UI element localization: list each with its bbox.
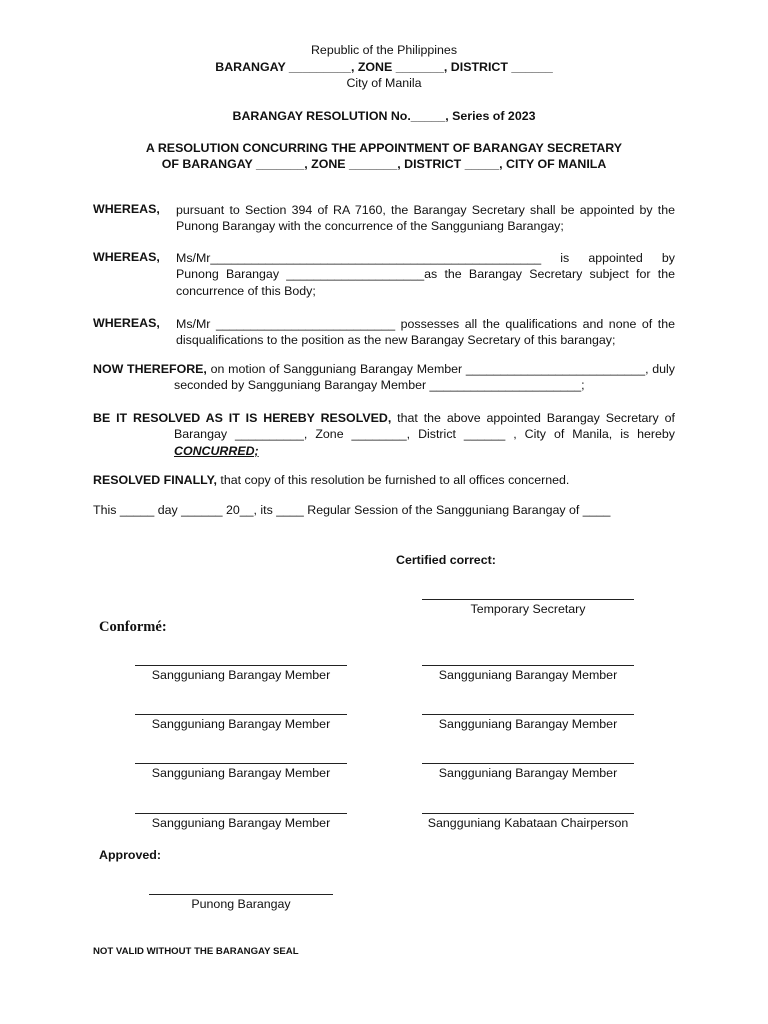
whereas-2-line-1: Ms/Mr________________________________________________ is appointed by [176, 251, 675, 265]
punong-barangay-signature-line [149, 894, 333, 895]
signature-line [422, 763, 634, 764]
whereas-2-line-3: concurrence of this Body; [176, 283, 316, 298]
be-it-resolved-paragraph [93, 410, 675, 459]
secretary-signature-line [422, 599, 634, 600]
certified-correct-label: Certified correct: [396, 553, 496, 567]
whereas-2-line-2: Punong Barangay ____________________as the Barangay Secretary subject for the [176, 267, 675, 282]
now-therefore-label: NOW THEREFORE, [93, 362, 207, 376]
signatory-label: Sangguniang Kabataan Chairperson [427, 816, 629, 830]
signatory-label: Sangguniang Barangay Member [151, 668, 331, 682]
signature-line [422, 714, 634, 715]
barangay-zone-district-line: BARANGAY _________, ZONE _______, DISTRICT ______ [215, 60, 553, 74]
signatory-label: Sangguniang Barangay Member [151, 766, 331, 780]
whereas-3-line-2: disqualifications to the position as the new Barangay Secretary of this barangay; [176, 333, 616, 348]
whereas-1-label: WHEREAS, [93, 202, 160, 216]
whereas-2-label: WHEREAS, [93, 250, 160, 264]
whereas-3-text [176, 316, 675, 349]
republic-line: Republic of the Philippines [310, 43, 458, 57]
temporary-secretary-label: Temporary Secretary [470, 602, 586, 616]
be-it-resolved-line-1 [93, 410, 675, 426]
signature-line [422, 813, 634, 814]
concurred-word: CONCURRED; [174, 443, 259, 458]
be-it-resolved-line-2: Barangay __________, Zone ________, District ______ , City of Manila, is hereby [174, 427, 675, 442]
city-line: City of Manila [346, 76, 422, 90]
signatory-label: Sangguniang Barangay Member [438, 668, 618, 682]
resolved-finally-text: that copy of this resolution be furnished to all offices concerned. [220, 473, 570, 487]
whereas-1-line-2: Punong Barangay with the concurrence of the Sangguniang Barangay; [176, 219, 564, 234]
now-therefore-paragraph [93, 361, 675, 394]
whereas-3-line-1: Ms/Mr __________________________ possesses all the qualifications and none of the [176, 317, 675, 331]
resolved-finally-paragraph [93, 473, 569, 487]
seal-notice: NOT VALID WITHOUT THE BARANGAY SEAL [93, 946, 299, 957]
be-it-resolved-line-3 [93, 443, 675, 459]
signature-line [135, 763, 347, 764]
whereas-3-label: WHEREAS, [93, 316, 160, 330]
signatory-label: Sangguniang Barangay Member [438, 766, 618, 780]
whereas-2-text [176, 250, 675, 299]
signature-line [135, 665, 347, 666]
session-date-line: This _____ day ______ 20__, its ____ Regular Session of the Sangguniang Barangay of ____ [93, 503, 611, 517]
resolved-finally-label: RESOLVED FINALLY, [93, 473, 217, 487]
be-it-resolved-label: BE IT RESOLVED AS IT IS HEREBY RESOLVED, [93, 411, 392, 425]
signatory-label: Sangguniang Barangay Member [151, 816, 331, 830]
signature-line [422, 665, 634, 666]
resolution-title-line-1: A RESOLUTION CONCURRING THE APPOINTMENT OF BARANGAY SECRETARY [145, 141, 623, 155]
resolution-title-line-2: OF BARANGAY _______, ZONE _______, DISTRICT _____, CITY OF MANILA [161, 157, 607, 171]
whereas-1-line-1: pursuant to Section 394 of RA 7160, the Barangay Secretary shall be appointed by the [176, 203, 675, 217]
now-therefore-line-1-text: on motion of Sangguniang Barangay Member __________________________, duly [210, 362, 675, 376]
resolution-number: BARANGAY RESOLUTION No._____, Series of 2023 [232, 109, 536, 123]
approved-label: Approved: [99, 848, 161, 862]
punong-barangay-label: Punong Barangay [191, 897, 291, 911]
be-it-resolved-line-1-text: that the above appointed Barangay Secretary of [397, 411, 675, 425]
signatory-label: Sangguniang Barangay Member [438, 717, 618, 731]
now-therefore-line-2: seconded by Sangguniang Barangay Member ______________________; [174, 378, 585, 393]
signature-line [135, 813, 347, 814]
whereas-1-text [176, 202, 675, 235]
signature-line [135, 714, 347, 715]
conforme-label: Conformé: [99, 619, 167, 635]
signatory-label: Sangguniang Barangay Member [151, 717, 331, 731]
now-therefore-line-1 [93, 361, 675, 377]
